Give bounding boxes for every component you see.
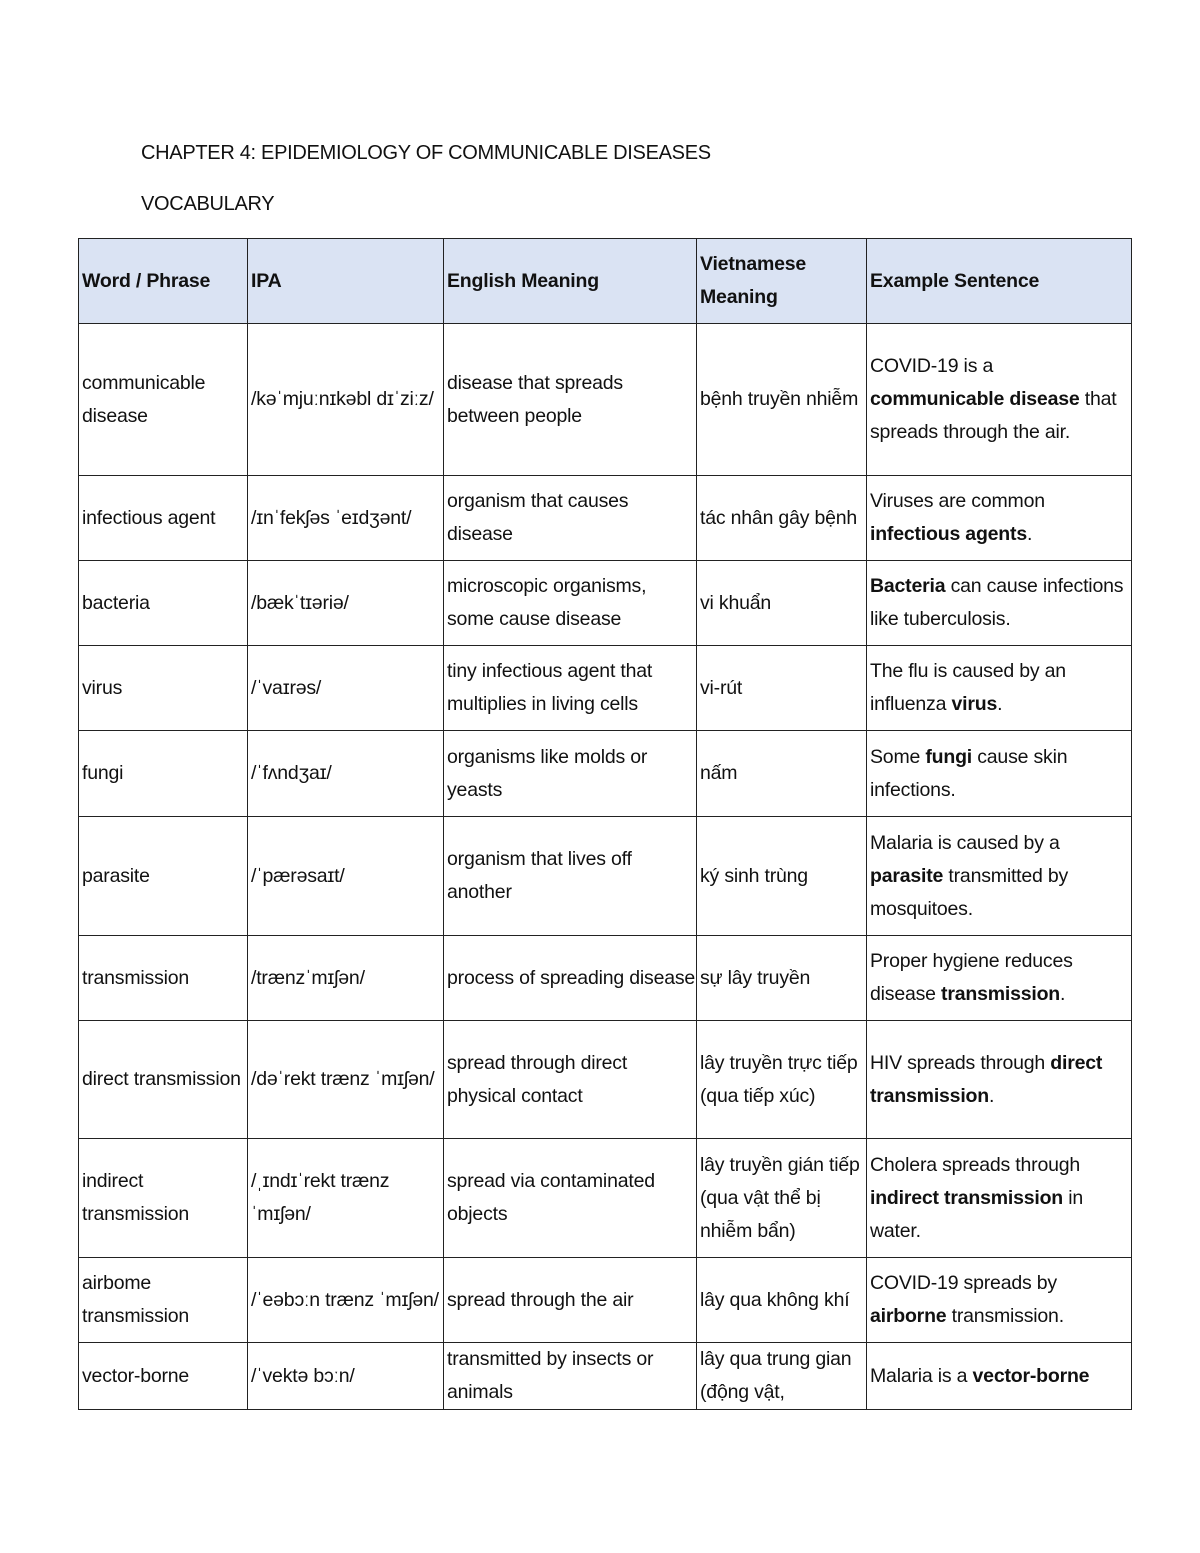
example-text: in water.	[870, 1186, 1084, 1242]
table-row	[79, 817, 1132, 936]
ipa-cell: /dəˈrekt trænz ˈmɪʃən/	[248, 1021, 444, 1139]
word-cell: infectious agent	[79, 476, 248, 561]
example-keyword: transmission	[941, 983, 1061, 1005]
table-row	[79, 731, 1132, 817]
vietnamese-meaning-cell: tác nhân gây bệnh	[697, 476, 867, 561]
english-meaning-cell: organisms like molds or yeasts	[444, 731, 697, 817]
example-text: .	[1060, 983, 1066, 1005]
example-text: COVID-19 is a	[870, 355, 994, 377]
example-sentence-cell	[867, 1139, 1132, 1258]
word-cell: direct transmission	[79, 1021, 248, 1139]
example-text: Viruses are common	[870, 490, 1045, 512]
vietnamese-meaning-cell: nấm	[697, 731, 867, 817]
header-ipa: IPA	[248, 239, 444, 324]
word-cell: parasite	[79, 817, 248, 936]
section-heading: VOCABULARY	[141, 193, 275, 215]
header-vietnamese-meaning: Vietnamese Meaning	[697, 239, 867, 324]
word-cell: fungi	[79, 731, 248, 817]
example-text: The flu is caused by an influenza	[870, 660, 1066, 715]
example-keyword: fungi	[925, 745, 973, 768]
example-text: COVID-19 spreads by	[870, 1272, 1057, 1294]
example-keyword: virus	[951, 693, 998, 715]
vietnamese-meaning-cell: lây truyền gián tiếp (qua vật thể bị nhiễm bẩn)	[697, 1139, 867, 1258]
english-meaning-cell: disease that spreads between people	[444, 324, 697, 476]
table-row	[79, 476, 1132, 561]
ipa-cell: /ˌɪndɪˈrekt trænz ˈmɪʃən/	[248, 1139, 444, 1258]
example-text: that spreads through the air.	[870, 388, 1117, 443]
example-keyword: communicable disease	[870, 388, 1080, 410]
english-meaning-cell: process of spreading disease	[444, 936, 697, 1021]
word-cell: transmission	[79, 936, 248, 1021]
table-row	[79, 1021, 1132, 1139]
ipa-cell: /ˈpærəsaɪt/	[248, 817, 444, 936]
example-text: Malaria is a	[870, 1364, 973, 1387]
english-meaning-cell: organism that causes disease	[444, 476, 697, 561]
vietnamese-meaning-cell: bệnh truyền nhiễm	[697, 324, 867, 476]
header-example-sentence: Example Sentence	[867, 239, 1132, 324]
table-row	[79, 646, 1132, 731]
table-row	[79, 1139, 1132, 1258]
english-meaning-cell: transmitted by insects or animals	[444, 1343, 697, 1410]
ipa-cell: /bækˈtɪəriə/	[248, 561, 444, 646]
word-cell: vector-borne	[79, 1343, 248, 1410]
example-sentence-cell	[867, 1258, 1132, 1343]
vietnamese-meaning-cell: lây qua trung gian (động vật,	[697, 1343, 867, 1410]
english-meaning-cell: microscopic organisms, some cause disease	[444, 561, 697, 646]
example-text: Some	[870, 745, 926, 768]
table-row	[79, 324, 1132, 476]
header-english-meaning: English Meaning	[444, 239, 697, 324]
ipa-cell: /ˈvaɪrəs/	[248, 646, 444, 731]
ipa-cell: /kəˈmjuːnɪkəbl dɪˈziːz/	[248, 324, 444, 476]
english-meaning-cell: tiny infectious agent that multiplies in living cells	[444, 646, 697, 731]
example-text: transmission.	[946, 1305, 1064, 1327]
header-word: Word / Phrase	[79, 239, 248, 324]
word-cell: virus	[79, 646, 248, 731]
example-text: can cause infections like tuberculosis.	[870, 575, 1124, 630]
table-row	[79, 936, 1132, 1021]
example-text: cause skin infections.	[870, 745, 1068, 801]
vocabulary-table	[78, 238, 1132, 1410]
vietnamese-meaning-cell: lây qua không khí	[697, 1258, 867, 1343]
table-row	[79, 561, 1132, 646]
table-body	[79, 324, 1132, 1410]
word-cell: indirect transmission	[79, 1139, 248, 1258]
vietnamese-meaning-cell: lây truyền trực tiếp (qua tiếp xúc)	[697, 1021, 867, 1139]
example-text: Malaria is caused by a	[870, 831, 1060, 854]
vietnamese-meaning-cell: vi khuẩn	[697, 561, 867, 646]
word-cell: communicable disease	[79, 324, 248, 476]
english-meaning-cell: organism that lives off another	[444, 817, 697, 936]
example-sentence-cell	[867, 817, 1132, 936]
example-keyword: parasite	[870, 864, 944, 887]
example-keyword: airborne	[870, 1305, 947, 1327]
example-text: .	[988, 1084, 995, 1107]
example-keyword: Bacteria	[870, 575, 946, 597]
vietnamese-meaning-cell: vi-rút	[697, 646, 867, 731]
ipa-cell: /ɪnˈfekʃəs ˈeɪdʒənt/	[248, 476, 444, 561]
example-keyword: direct transmission	[870, 1051, 1103, 1107]
chapter-title: CHAPTER 4: EPIDEMIOLOGY OF COMMUNICABLE DISEASES	[141, 142, 711, 164]
english-meaning-cell: spread through the air	[444, 1258, 697, 1343]
example-text: transmitted by mosquitoes.	[870, 864, 1069, 920]
example-sentence-cell	[867, 1021, 1132, 1139]
vietnamese-meaning-cell: ký sinh trùng	[697, 817, 867, 936]
example-sentence-cell	[867, 476, 1132, 561]
table-row	[79, 1258, 1132, 1343]
example-text: .	[997, 693, 1003, 715]
example-keyword: indirect transmission	[870, 1186, 1064, 1209]
example-sentence-cell	[867, 561, 1132, 646]
example-text: HIV spreads through	[870, 1051, 1051, 1074]
example-text: Cholera spreads through	[870, 1153, 1081, 1176]
example-sentence-cell	[867, 646, 1132, 731]
example-text: Proper hygiene reduces disease	[870, 950, 1073, 1005]
example-keyword: infectious agents	[870, 523, 1027, 545]
example-sentence-cell	[867, 1343, 1132, 1410]
ipa-cell: /ˈeəbɔːn trænz ˈmɪʃən/	[248, 1258, 444, 1343]
example-sentence-cell	[867, 731, 1132, 817]
table-row	[79, 1343, 1132, 1410]
example-keyword: vector-borne	[972, 1364, 1090, 1387]
vietnamese-meaning-cell: sự lây truyền	[697, 936, 867, 1021]
english-meaning-cell: spread through direct physical contact	[444, 1021, 697, 1139]
english-meaning-cell: spread via contaminated objects	[444, 1139, 697, 1258]
table-header	[79, 239, 1132, 324]
example-sentence-cell	[867, 936, 1132, 1021]
word-cell: airbome transmission	[79, 1258, 248, 1343]
example-text: .	[1026, 523, 1033, 545]
word-cell: bacteria	[79, 561, 248, 646]
header-row	[79, 239, 1132, 324]
example-sentence-cell	[867, 324, 1132, 476]
ipa-cell: /ˈfʌndʒaɪ/	[248, 731, 444, 817]
ipa-cell: /trænzˈmɪʃən/	[248, 936, 444, 1021]
ipa-cell: /ˈvektə bɔːn/	[248, 1343, 444, 1410]
